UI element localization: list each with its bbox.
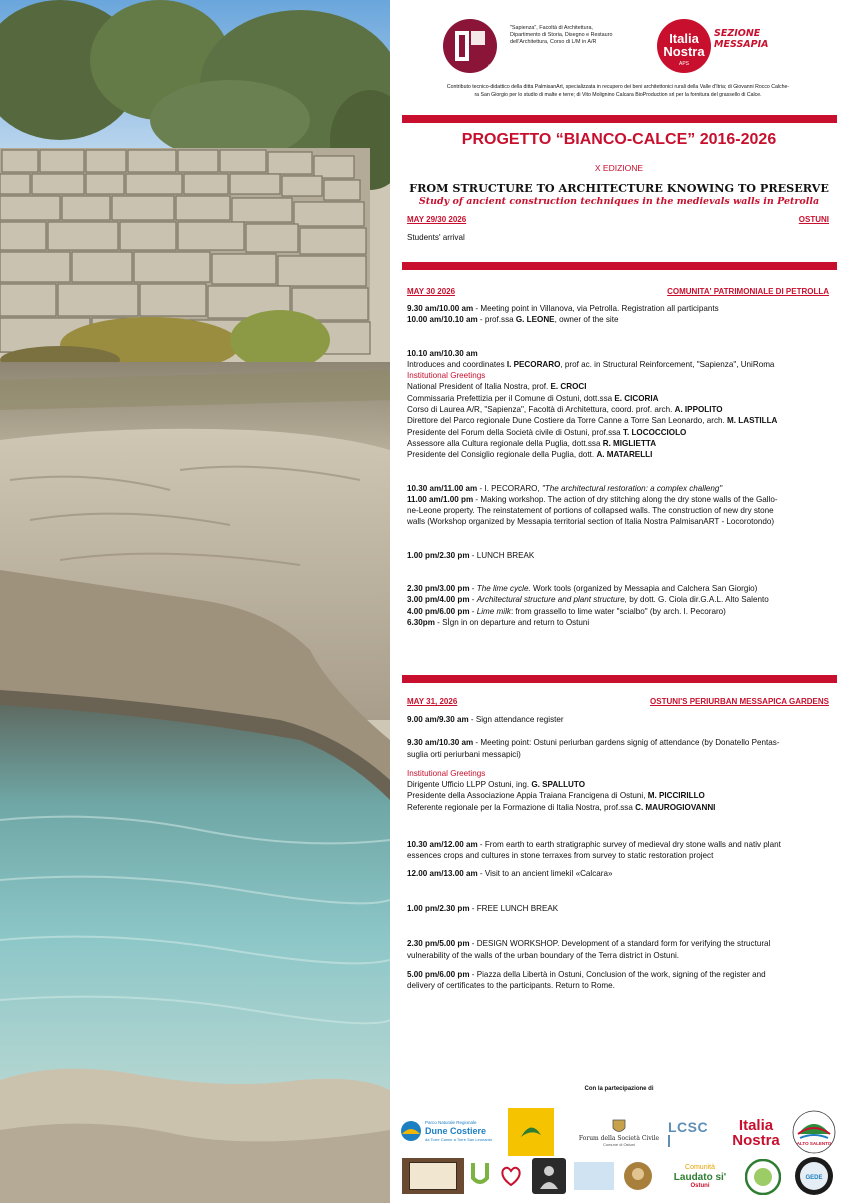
schedule-line: 2.30 pm/3.00 pm - The lime cycle. Work tools (organized by Messapia and Calchera San Giorgio) [407, 584, 758, 594]
coat-of-arms-icon [612, 1119, 626, 1135]
schedule-line: 5.00 pm/6.00 pm - Piazza della Libertà in Ostuni, Conclusion of the work, signing of the register and [407, 969, 766, 979]
schedule-time: 10.10 am/10.30 am [407, 348, 478, 358]
greeting-line: Corso di Laurea A/R, "Sapienza", Facoltà di Architettura, coord. prof. arch. A. IPPOLITO [407, 405, 723, 415]
italia-label: Italia [738, 1117, 774, 1134]
greeting-line: Presidente della Associazione Appia Traiana Francigena di Ostuni, M. PICCIRILLO [407, 791, 705, 801]
greetings-label: Institutional Greetings [407, 371, 486, 381]
sapienza-logo [440, 17, 502, 75]
italia-nostra-bottom: Nostra [663, 44, 705, 59]
day1-body [407, 232, 835, 243]
heart-icon [498, 1163, 524, 1189]
gede-text: GEDE [805, 1175, 823, 1181]
schedule-line: walls (Workshop organized by Messapia territorial section of Italia Nostra PalmisanART - Locorotondo) [407, 517, 775, 527]
day1-arrival: Students' arrival [407, 233, 465, 242]
subtitle-italic: Study of ancient construction techniques in the medievals walls in Petrolla [418, 196, 820, 207]
laudato-sub: Ostuni [690, 1183, 710, 1189]
day1-header [407, 215, 829, 224]
schedule-line: 10.30 am/11.00 am - I. PECORARO, "The architectural restoration: a complex challeng" [407, 483, 723, 493]
schedule-line: 2.30 pm/5.00 pm - DESIGN WORKSHOP. Development of a standard form for verifying the structural [407, 939, 771, 949]
nostra-label: Nostra [732, 1132, 780, 1149]
greeting-line: Referente regionale per la Formazione di Italia Nostra, prof.ssa C. MAUROGIOVANNI [407, 802, 716, 812]
blue-sky-logo [574, 1162, 614, 1190]
medallion-icon [623, 1161, 653, 1191]
schedule-line: 9.00 am/9.30 am - Sign attendance register [407, 715, 564, 724]
day3-header [407, 697, 829, 706]
laudato-si-logo [662, 1160, 738, 1194]
program-document [398, 0, 849, 1203]
forum-label: Forum della Società Civile [578, 1135, 660, 1142]
schedule-line: ne-Leone property. The reinstatement of portions of collapsed walls. The construction of new dry stone [407, 506, 774, 516]
edition: X EDIZIONE [594, 163, 644, 173]
portrait-icon [538, 1163, 560, 1189]
seal-icon [745, 1159, 781, 1195]
greeting-line: Dirigente Ufficio LLPP Ostuni, ing. G. SPALLUTO [407, 780, 585, 790]
u-icon [470, 1160, 490, 1190]
page-title: PROGETTO “BIANCO-CALCE” 2016-2026 [461, 131, 777, 148]
divider-bar [402, 675, 837, 683]
heart-logo [496, 1160, 526, 1192]
schedule-line: Introduces and coordinates I. PECORARO, prof ac. in Structural Reinforcement, "Sapienza", UniRoma [407, 359, 775, 369]
schedule-line: 9.30 am/10.00 am - Meeting point in Villanova, via Petrolla. Registration all participants [407, 304, 719, 313]
schedule-line: delivery of certificates to the participants. Return to Rome. [407, 981, 615, 991]
landscape-photo [0, 0, 390, 1203]
italia-nostra-aps: APS [678, 61, 690, 67]
greetings-label: Institutional Greetings [407, 768, 486, 778]
forum-sub: Comune di Ostuni [602, 1142, 635, 1147]
dune-big: Dune Costiere [425, 1126, 487, 1136]
day1-date: MAY 29/30 2026 [407, 215, 467, 224]
dune-small: Parco Naturale Regionale [425, 1120, 477, 1125]
greeting-line: Assessore alla Cultura regionale della Puglia, dott.ssa R. MIGLIETTA [407, 438, 657, 448]
italia-nostra-partner-logo [726, 1112, 786, 1154]
schedule-line: 11.00 am/1.00 pm - Making workshop. The action of dry stitching along the dry stone walls of the Gallo- [407, 494, 778, 504]
schedule-line: 10.30 am/12.00 am - From earth to earth stratigraphic survey of medieval dry stone walls and nativ plant [407, 840, 781, 850]
schedule-line: suglia orti periurbani messapici) [407, 749, 521, 759]
schedule-line: 1.00 pm/2.30 pm - LUNCH BREAK [407, 550, 535, 560]
divider-bar [402, 115, 837, 123]
svg-text:S: S [488, 63, 491, 68]
laudato-label: Laudato si' [673, 1172, 727, 1183]
schedule-line: vulnerability of the walls of the urban boundary of the Terra district in Ostuni. [407, 950, 680, 960]
alto-salento-logo [792, 1110, 836, 1154]
day2-place: COMUNITA' PATRIMONIALE DI PETROLLA [667, 287, 829, 296]
gede-icon [794, 1156, 834, 1196]
subtitle: FROM STRUCTURE TO ARCHITECTURE KNOWING TO PRESERVE [409, 181, 829, 195]
greeting-line: Commissaria Prefettizia per il Comune di Ostuni, dott.ssa E. CICORIA [407, 393, 659, 403]
portrait-logo [532, 1158, 566, 1194]
schedule-line: 4.00 pm/6.00 pm - Lime milk: from grassello to lime water "scialbo" (by arch. I. Pecoraro) [407, 606, 726, 616]
green-seal-logo [744, 1158, 782, 1196]
divider-bar [402, 262, 837, 270]
laudato-top: Comunità [685, 1164, 715, 1171]
sapienza-department: "Sapienza", Facoltà di Architettura, Dipartimento di Storia, Disegno e Restauro dell'Architettura, Corso di L/M in A/R [510, 25, 613, 46]
schedule-line: 12.00 am/13.00 am - Visit to an ancient limekil «Calcara» [407, 868, 613, 878]
schedule-line: 9.30 am/10.30 am - Meeting point: Ostuni periurban gardens signig of attendance (by Donatello Pentas- [407, 738, 780, 748]
sezione-messapia [714, 28, 769, 50]
green-u-logo [470, 1160, 490, 1190]
italia-nostra-top: Italia [669, 31, 699, 46]
laudato-yellow-logo [508, 1108, 554, 1156]
round-portrait-logo [622, 1158, 654, 1194]
schedule-line: 1.00 pm/2.30 pm - FREE LUNCH BREAK [407, 903, 559, 913]
day3-body [407, 714, 835, 991]
book-photo-logo [402, 1158, 464, 1194]
day3-place: OSTUNI'S PERIURBAN MESSAPICA GARDENS [650, 697, 829, 706]
schedule-line: 3.00 pm/4.00 pm - Architectural structure and plant structure, by dott. G. Ciola dir.G.A.L. Alto Salento [407, 595, 769, 605]
forum-societa-civile-logo [574, 1110, 664, 1156]
schedule-line: 10.00 am/10.10 am - prof.ssa G. LEONE, owner of the site [407, 315, 619, 325]
schedule-line: essences crops and cultures in stone terraxes from survey to static restoration project [407, 851, 714, 861]
credits [398, 84, 838, 100]
lcsc-label: LCSC [668, 1119, 709, 1135]
credits-line1: Contributo tecnico-didattico della ditta PalmisanArt, specializzata in recupero dei beni architettonici rurali della Valle d'Itria; di Giovanni Rocco Calche- [446, 84, 790, 90]
greeting-line: Direttore del Parco regionale Dune Costiere da Torre Canne a Torre San Leonardo, arch. M. LASTILLA [407, 416, 778, 426]
day2-date: MAY 30 2026 [407, 287, 456, 296]
bird-icon [516, 1117, 546, 1147]
gede-logo [794, 1156, 834, 1196]
alto-salento-text: ALTO SALENTO [796, 1141, 832, 1146]
credits-line2: ra San Giorgio per lo studio di malte e terre; di Vito Molignino Calcara BioProduction srl per la fornitura del grassello di Calce. [474, 91, 762, 98]
dune-sub: da Torre Canne a Torre San Leonardo [425, 1137, 493, 1142]
dune-costiere-logo [400, 1110, 500, 1152]
greeting-line: Presidente del Consiglio regionale della Puglia, dott. A. MATARELLI [407, 450, 653, 460]
lcsc-logo [668, 1112, 718, 1154]
greeting-line: National President of Italia Nostra, prof. E. CROCI [407, 382, 587, 392]
day3-date: MAY 31, 2026 [407, 697, 458, 706]
schedule-line: 6.30pm - SÌgn in on departure and return to Ostuni [407, 617, 590, 627]
sezione-line1: SEZIONE [714, 28, 761, 39]
dune-wave-icon [400, 1120, 422, 1142]
italia-nostra-logo [654, 18, 714, 74]
alto-salento-icon [792, 1110, 836, 1154]
day1-place: OSTUNI [798, 215, 829, 224]
partners-label: Con la partecipazione di [584, 1086, 654, 1092]
day2-header [407, 287, 829, 296]
photo-illustration [0, 0, 390, 1203]
day2-body [407, 303, 835, 628]
greeting-line: Presidente del Forum della Società civile di Ostuni, prof.ssa T. LOCOCCIOLO [407, 427, 687, 437]
sezione-line2: MESSAPIA [714, 39, 769, 50]
